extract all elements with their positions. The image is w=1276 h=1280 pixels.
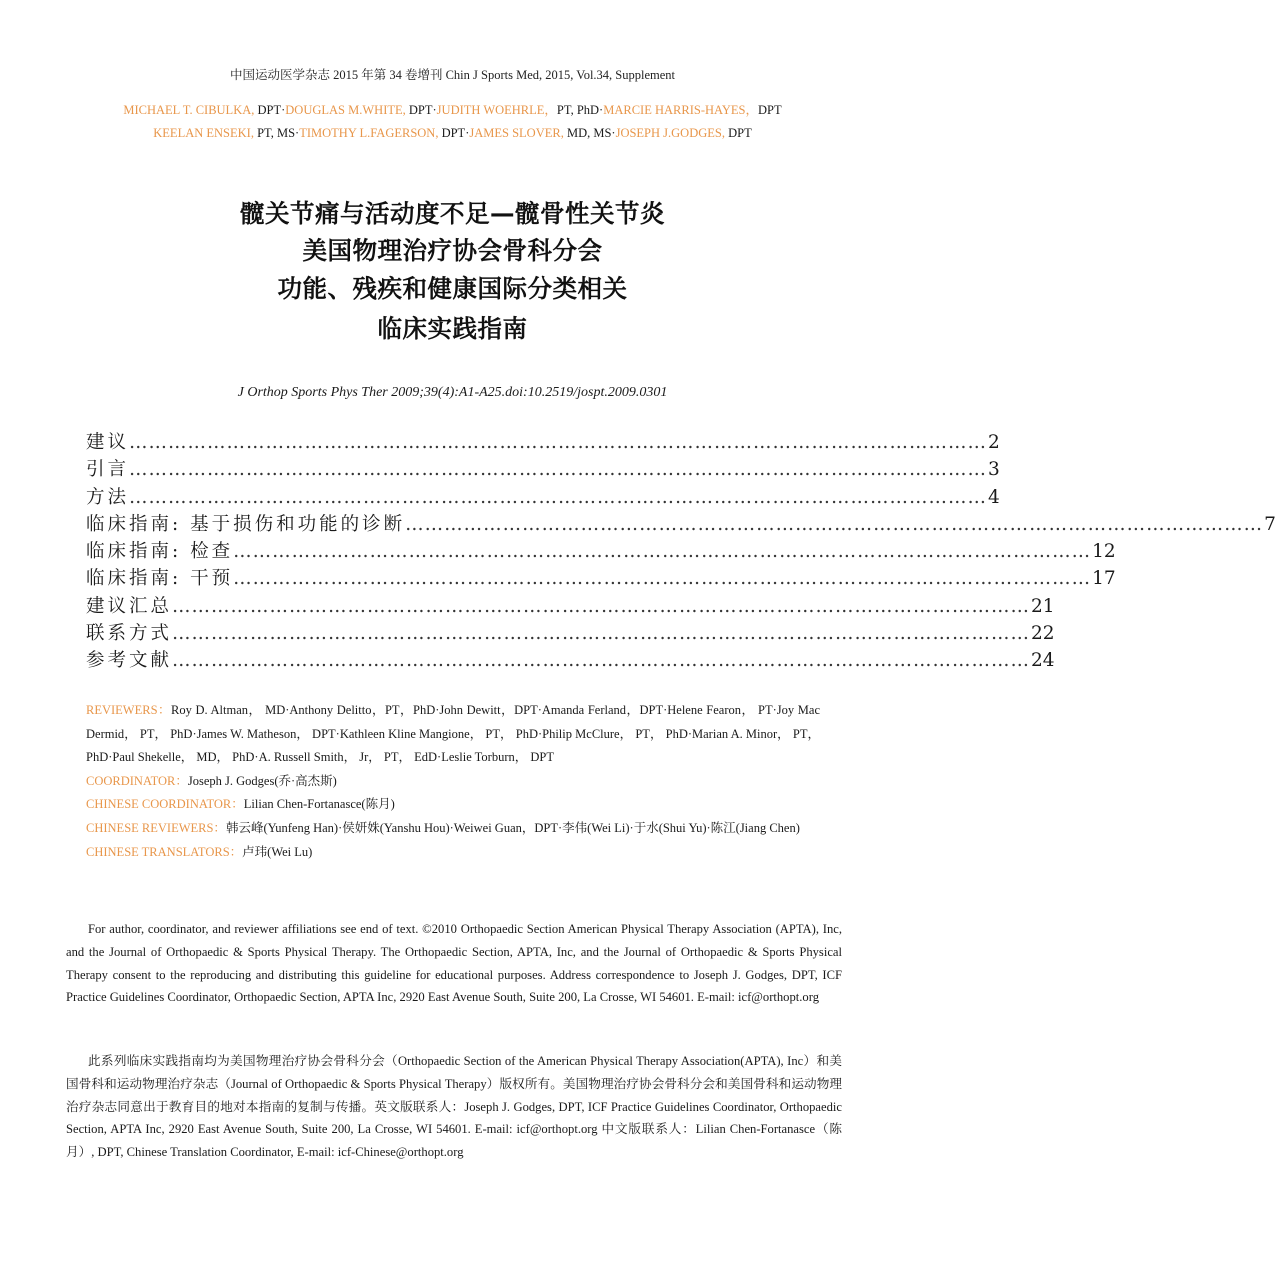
chinese-reviewers-label: CHINESE REVIEWERS： — [86, 820, 226, 835]
toc-label: 建议汇总 — [86, 595, 173, 617]
toc-label: 引言 — [86, 459, 130, 481]
chinese-translators-text: 卢玮(Wei Lu) — [242, 844, 313, 859]
toc-leader: …………………………………………………………………………………………………………………… — [129, 432, 988, 453]
chinese-coordinator-label: CHINESE COORDINATOR： — [86, 797, 244, 812]
toc-entry[interactable] — [86, 619, 1055, 646]
author-name: DOUGLAS M.WHITE, — [285, 103, 409, 117]
toc-entry[interactable] — [86, 564, 1116, 591]
toc-page-number: 22 — [1031, 623, 1055, 645]
author-name: MICHAEL T. CIBULKA, — [123, 103, 258, 117]
coordinator-text: Joseph J. Godges(乔·高杰斯) — [187, 773, 337, 788]
title-line: 髋关节痛与活动度不足—髋骨性关节炎 — [240, 199, 665, 228]
toc-entry[interactable] — [86, 592, 1055, 619]
author-name: JUDITH WOEHRLE， — [436, 103, 557, 117]
toc-label: 联系方式 — [86, 623, 173, 645]
english-copyright-note — [66, 918, 842, 1009]
author-credential: DPT — [758, 103, 782, 117]
title-line: 美国物理治疗协会骨科分会 — [302, 236, 603, 265]
toc-page-number: 3 — [988, 459, 1000, 481]
toc-entry[interactable] — [86, 455, 1000, 482]
reviewers-line — [86, 699, 820, 770]
chinese-reviewers-line — [86, 817, 820, 841]
author-credential: MD, MS· — [566, 126, 616, 140]
author-credential: PT, PhD· — [556, 103, 604, 117]
chinese-note-text: 此系列临床实践指南均为美国物理治疗协会骨科分会（Orthopaedic Section of the American Physical Therapy Association(APTA), Inc）和美国骨科和运动物理治疗杂志（Journal of Orthopaedic & Sports Physical Therapy）版权所有。美国物理治疗协会骨科分会和美国骨科和运动物理治疗杂志同意出于教育目的地对本指南的复制与传播。英文版联系人：Joseph J. Godges, DPT, ICF Practice Guidelines Coordinator, Orthopaedic Section, APTA Inc, 2920 East Avenue South, Suite 200, La Crosse, WI 54601. E-mail: icf@orthopt.org 中文版联系人：Lilian Chen-Fortanasce（陈月）, DPT, Chinese Translation Coordinator, E-mail: icf-Chinese@orthopt.org — [66, 1054, 842, 1160]
toc-leader: …………………………………………………………………………………………………………………… — [233, 568, 1092, 590]
toc-entry[interactable] — [86, 510, 1276, 537]
author-credential: DPT· — [408, 103, 437, 117]
citation: J Orthop Sports Phys Ther 2009;39(4):A1-A25.doi:10.2519/jospt.2009.0301 — [237, 385, 668, 400]
toc-entry[interactable] — [86, 483, 1000, 510]
credits-block — [86, 699, 820, 864]
author-name: JAMES SLOVER, — [469, 126, 567, 140]
toc-leader: …………………………………………………………………………………………………………………… — [172, 623, 1031, 645]
toc-label: 临床指南: 检查 — [86, 541, 234, 563]
toc-entry[interactable] — [86, 537, 1116, 564]
toc-page-number: 4 — [988, 486, 1000, 508]
toc-leader: …………………………………………………………………………………………………………………… — [405, 513, 1264, 535]
author-name: KEELAN ENSEKI, — [153, 126, 258, 140]
toc-entry[interactable] — [86, 428, 1000, 455]
toc-label: 参考文献 — [86, 650, 173, 672]
coordinator-label: COORDINATOR： — [86, 773, 188, 788]
toc-leader: …………………………………………………………………………………………………………………… — [172, 595, 1031, 617]
toc-page-number: 2 — [988, 432, 1000, 453]
toc-leader: …………………………………………………………………………………………………………………… — [233, 541, 1092, 563]
chinese-translators-line — [86, 841, 820, 865]
toc-page-number: 21 — [1031, 595, 1055, 617]
toc-page-number: 24 — [1031, 650, 1055, 672]
author-credential: PT, MS· — [257, 126, 300, 140]
toc-entry[interactable] — [86, 646, 1055, 673]
title-line: 临床实践指南 — [377, 314, 528, 343]
toc-leader: …………………………………………………………………………………………………………………… — [129, 459, 988, 481]
chinese-coordinator-text: Lilian Chen-Fortanasce(陈月) — [243, 797, 395, 812]
author-name: JOSEPH J.GODGES, — [615, 126, 729, 140]
toc-page-number: 7 — [1264, 513, 1276, 535]
chinese-copyright-note — [66, 1050, 842, 1164]
title-line: 功能、残疾和健康国际分类相关 — [277, 274, 628, 303]
author-line-2 — [60, 122, 845, 145]
reviewers-text: Roy D. Altman， MD·Anthony Delitto，PT，PhD·John Dewitt，DPT·Amanda Ferland，DPT·Helene Fearon， PT·Joy Mac Dermid， PT， PhD·James W. Matheson， DPT·Kathleen Kline Mangione， PT， PhD·Philip McClure， PT， PhD·Marian A. Minor， PT， PhD·Paul Shekelle， MD， PhD·A. Russell Smith， Jr， PT， EdD·Leslie Torburn， DPT — [86, 703, 820, 765]
author-name: TIMOTHY L.FAGERSON, — [299, 126, 442, 140]
author-credential: DPT· — [441, 126, 470, 140]
coordinator-line — [86, 770, 820, 794]
toc-label: 建议 — [86, 432, 130, 453]
journal-header: 中国运动医学杂志 2015 年第 34 卷增刊 Chin J Sports Med, 2015, Vol.34, Supplement — [229, 68, 676, 82]
reviewers-label: REVIEWERS： — [86, 703, 171, 717]
toc-page-number: 12 — [1092, 541, 1116, 563]
chinese-translators-label: CHINESE TRANSLATORS： — [86, 844, 243, 859]
toc-label: 临床指南: 基于损伤和功能的诊断 — [86, 513, 406, 535]
author-name: MARCIE HARRIS-HAYES， — [603, 103, 759, 117]
author-line-1 — [60, 99, 845, 122]
toc-page-number: 17 — [1092, 568, 1116, 590]
english-note-text: For author, coordinator, and reviewer affiliations see end of text. ©2010 Orthopaedic Section American Physical Therapy Association (APTA), Inc, and the Journal of Orthopaedic & Sports Physical Therapy. The Orthopaedic Section, APTA, Inc, and the Journal of Orthopaedic & Sports Physical Therapy consent to the reproducing and distributing this guideline for educational purposes. Address correspondence to Joseph J. Godges, DPT, ICF Practice Guidelines Coordinator, Orthopaedic Section, APTA Inc, 2920 East Avenue South, Suite 200, La Crosse, WI 54601. E-mail: icf@orthopt.org — [66, 922, 842, 1005]
chinese-reviewers-text: 韩云峰(Yunfeng Han)·侯妍姝(Yanshu Hou)·Weiwei Guan，DPT·李伟(Wei Li)·于水(Shui Yu)·陈江(Jiang Chen) — [225, 820, 800, 835]
table-of-contents — [86, 428, 1276, 674]
toc-leader: …………………………………………………………………………………………………………………… — [129, 486, 988, 508]
toc-label: 方法 — [86, 486, 130, 508]
toc-leader: …………………………………………………………………………………………………………………… — [172, 650, 1031, 672]
toc-label: 临床指南: 干预 — [86, 568, 234, 590]
author-credential: DPT — [728, 126, 752, 140]
author-credential: DPT· — [257, 103, 286, 117]
chinese-coordinator-line — [86, 793, 820, 817]
